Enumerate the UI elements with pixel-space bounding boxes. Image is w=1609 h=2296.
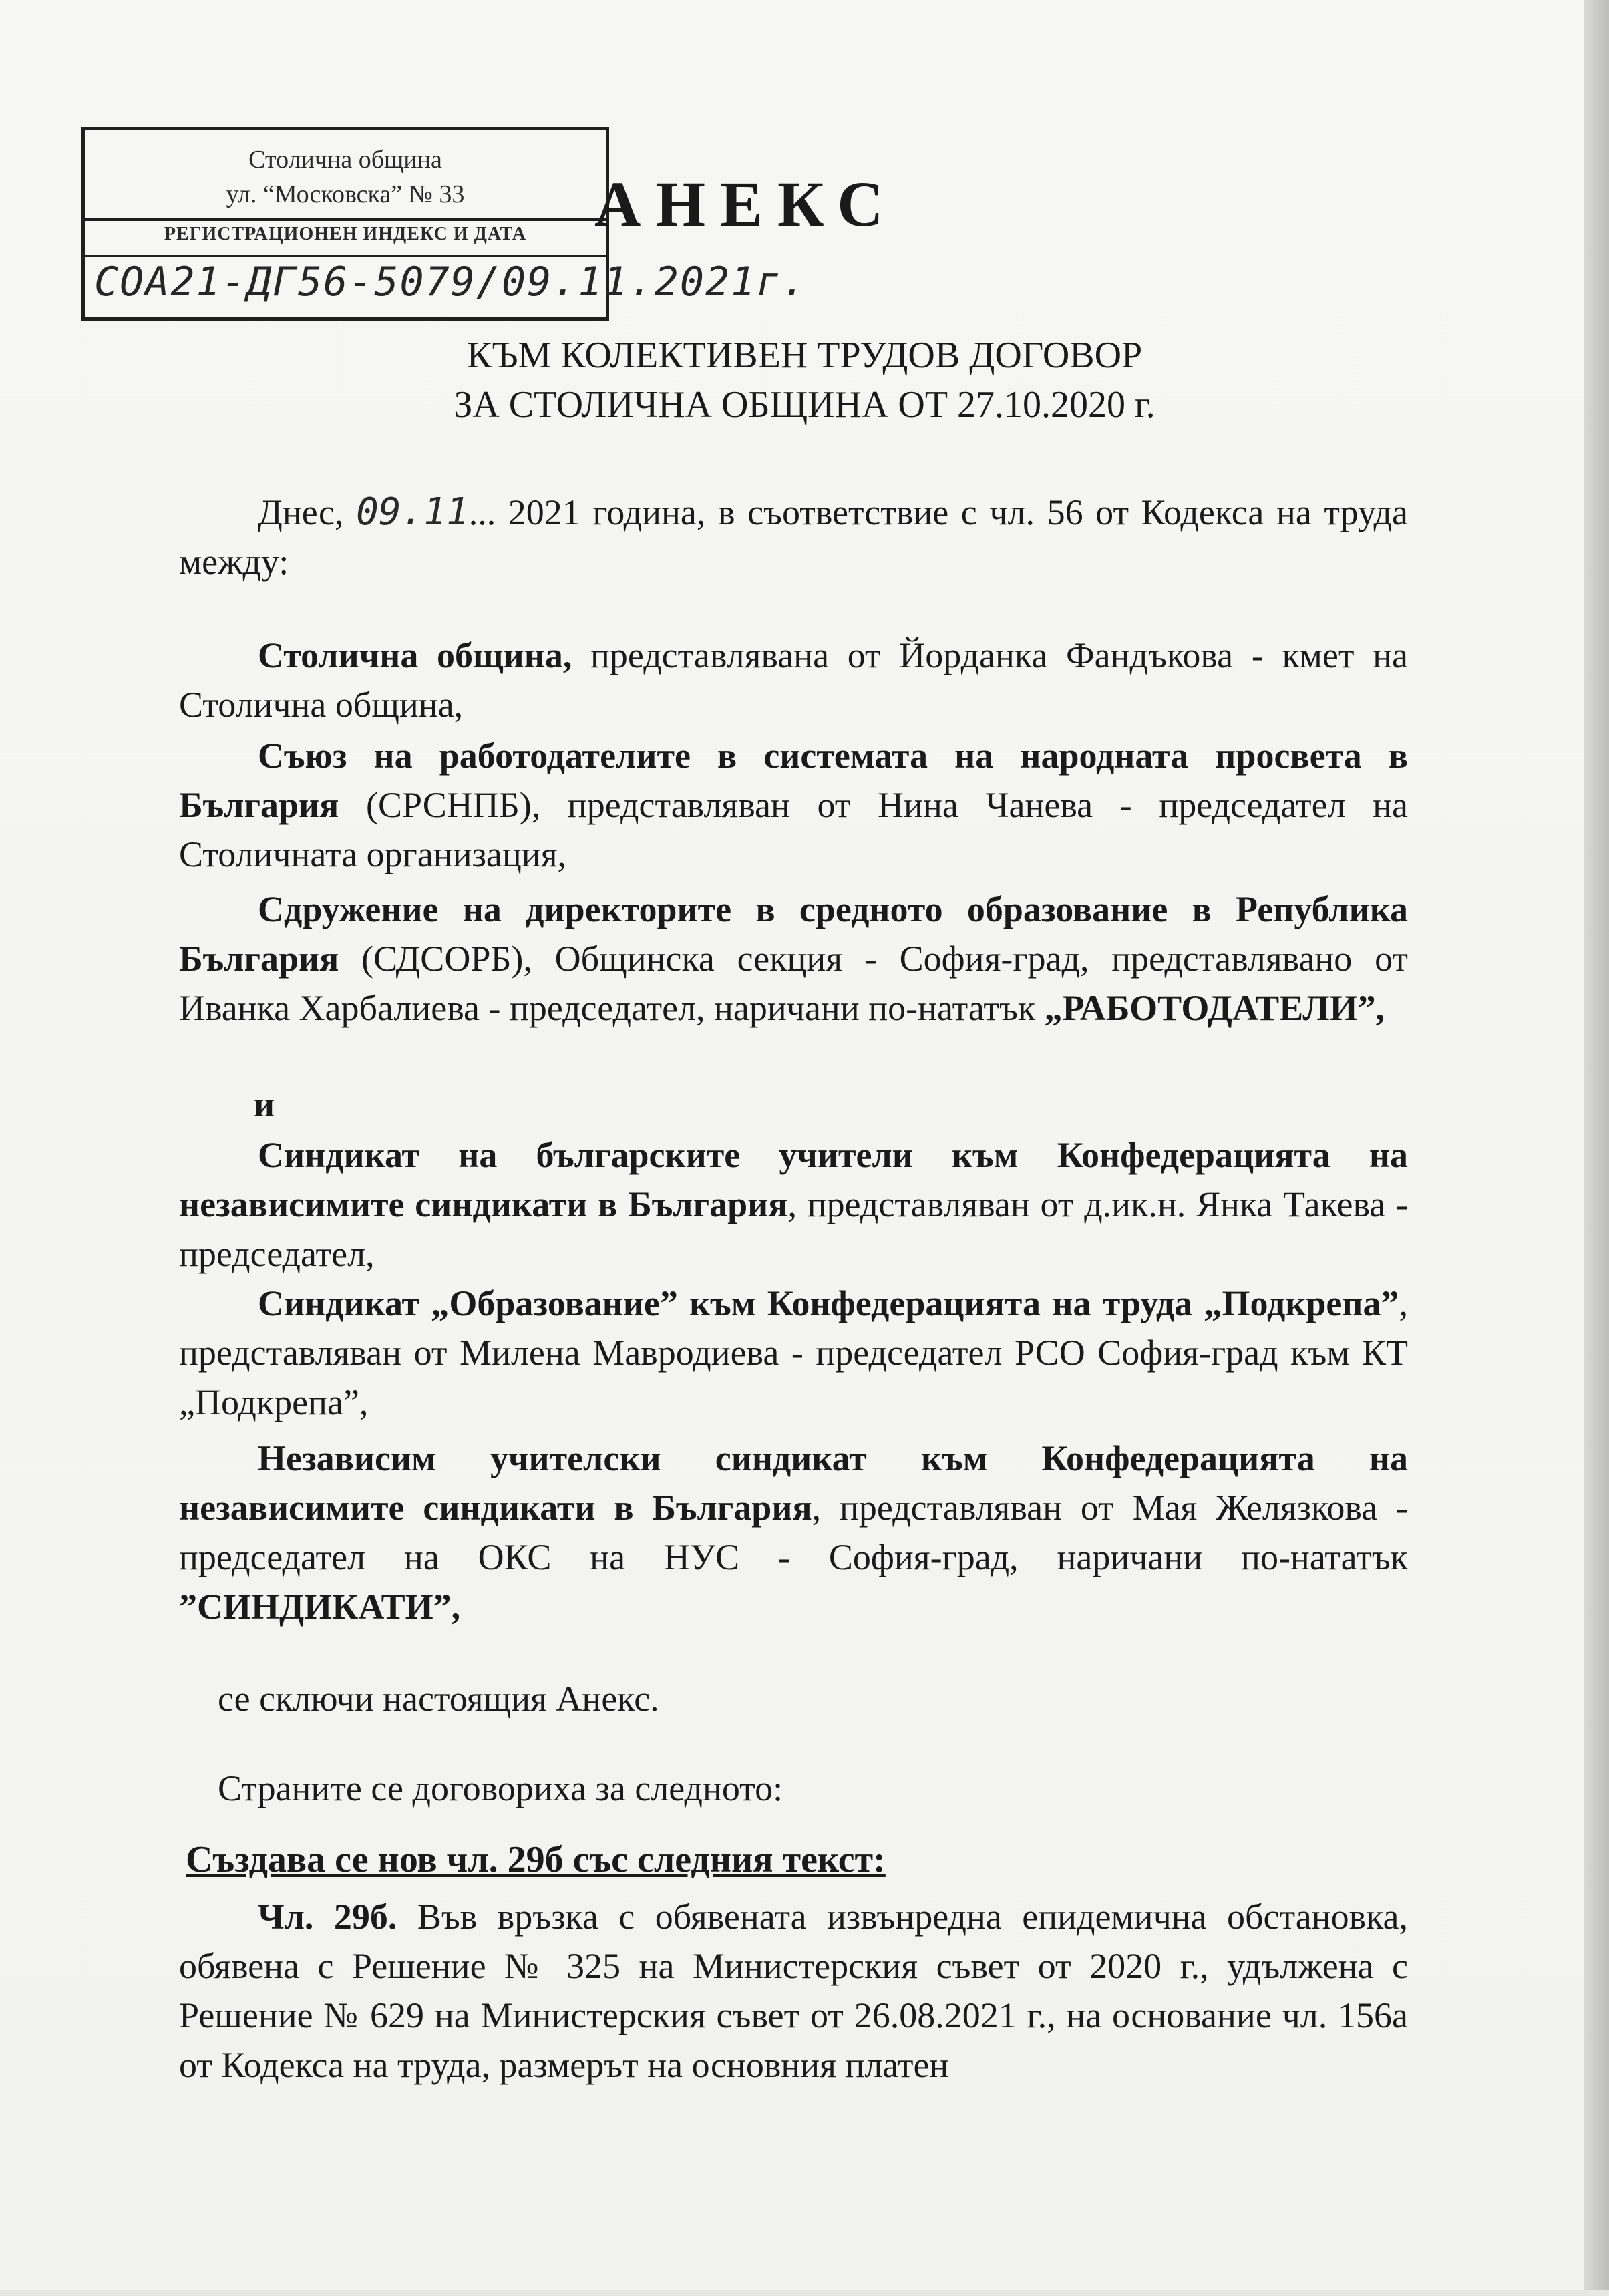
party-details: (СДСОРБ), Общинска секция - София-град, представлявано от Иванка Харбалиева - председател, наричани по-нататък [179,939,1408,1028]
party-paragraph [179,631,1408,729]
party-name: Съюз на работодателите в системата на народната просвета в България [179,735,1408,825]
party-paragraph [179,1279,1408,1427]
party-paragraph [179,731,1408,879]
stamp-divider [85,218,606,221]
agreed-line: Страните се договориха за следното: [218,1768,783,1808]
concluded-line: се сключи настоящия Анекс. [218,1679,659,1719]
party-details: , представляван от д.ик.н. Янка Такева - председател, [179,1184,1408,1274]
conjunction: и [254,1084,275,1124]
party-name: Синдикат на българските учители към Конфедерацията на независимите синдикати в България [179,1135,1408,1224]
party-paragraph [179,884,1408,1033]
stamp-divider [85,255,606,257]
party-name: Синдикат „Образование” към Конфедерацията на труда „Подкрепа” [258,1283,1399,1323]
article-number: Чл. 29б. [258,1897,397,1937]
party-group-label: ”СИНДИКАТИ”, [179,1587,461,1627]
party-details: , представляван от Мая Желязкова - председател на ОКС на НУС - София-град, наричани по-нататък [179,1488,1408,1577]
party-paragraph [179,1130,1408,1279]
intro-prefix: Днес, [258,492,344,532]
document-subtitle-2: ЗА СТОЛИЧНА ОБЩИНА ОТ 27.10.2020 г. [454,384,1155,426]
stamp-label: РЕГИСТРАЦИОНЕН ИНДЕКС И ДАТА [164,224,527,244]
party-name: Сдружение на директорите в средното образование в Република България [179,889,1408,979]
stamp-address: ул. “Московска” № 33 [226,180,465,208]
intro-rest: 2021 година, в съответствие с чл. 56 от Кодекса на труда между: [179,492,1409,582]
document-subtitle-1: КЪМ КОЛЕКТИВЕН ТРУДОВ ДОГОВОР [466,335,1143,376]
intro-handwritten-date: 09.11 [356,490,469,534]
stamp-registration-number: СОА21-ДГ56-5079/09.11.2021г. [94,259,808,305]
party-details: представлявана от Йорданка Фандъкова - кмет на Столична община, [179,635,1408,725]
intro-dots: ... [468,492,496,532]
party-paragraph [179,1434,1408,1631]
party-details: , представляван от Милена Мавродиева - председател РСО София-град към КТ „Подкрепа”, [179,1283,1408,1422]
scan-bottom-edge [0,2290,1609,2296]
section-heading: Създава се нов чл. 29б със следния текст: [186,1839,886,1880]
party-name: Столична община, [258,635,572,675]
document-title: АНЕКС [594,168,898,240]
article-text: Във връзка с обявената извънредна епидемична обстановка, обявена с Решение № 325 на Министерския съвет от 2020 г., удължена с Решение № 629 на Министерския съвет от 26.08.2021 г., на основание чл. 156а от Кодекса на труда, размерът на основния платен [179,1897,1408,2085]
article-paragraph [179,1892,1408,2090]
intro-paragraph [179,488,1408,587]
stamp-org-name: Столична община [248,146,442,174]
party-group-label: „РАБОТОДАТЕЛИ”, [1044,988,1385,1028]
party-name: Независим учителски синдикат към Конфедерацията на независимите синдикати в България [179,1438,1408,1528]
party-details: (СРСНПБ), представляван от Нина Чанева - председател на Столичната организация, [179,785,1408,874]
